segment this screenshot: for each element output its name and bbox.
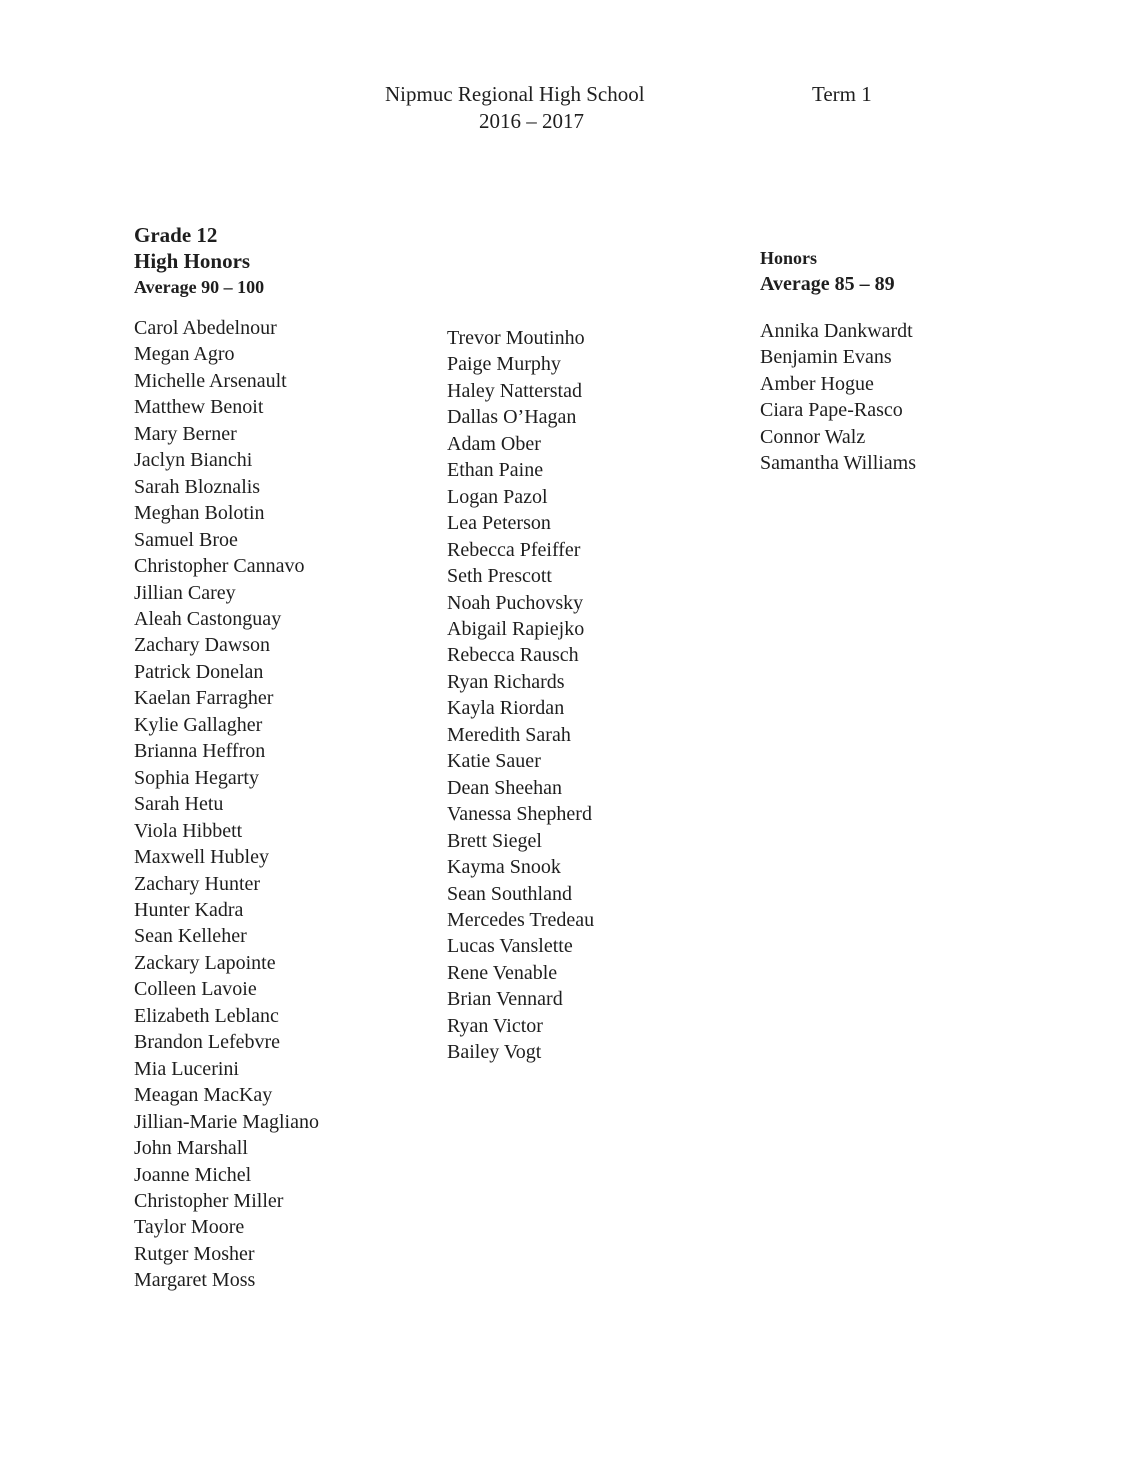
student-name: Benjamin Evans xyxy=(760,346,892,369)
student-name: Taylor Moore xyxy=(134,1216,245,1239)
student-name: Kayma Snook xyxy=(447,856,561,879)
honors-name-list xyxy=(760,318,916,477)
student-name: Mia Lucerini xyxy=(134,1057,239,1080)
grade-heading: Grade 12 xyxy=(134,223,218,247)
student-name: Brandon Lefebvre xyxy=(134,1031,281,1054)
student-name: Carol Abedelnour xyxy=(134,317,277,339)
student-name: Sean Southland xyxy=(447,882,572,905)
student-name: Brett Siegel xyxy=(447,829,542,852)
student-name: Sophia Hegarty xyxy=(134,766,259,789)
student-name: Meagan MacKay xyxy=(134,1084,273,1107)
student-name: Maxwell Hubley xyxy=(134,846,269,869)
student-name: Hunter Kadra xyxy=(134,898,244,921)
student-name: Zackary Lapointe xyxy=(134,951,276,974)
student-name: Noah Puchovsky xyxy=(447,591,584,614)
student-name: Mercedes Tredeau xyxy=(447,908,595,931)
student-name: Elizabeth Leblanc xyxy=(134,1004,279,1027)
term-label: Term 1 xyxy=(812,82,872,106)
student-name: Samantha Williams xyxy=(760,452,917,475)
student-name: Sarah Hetu xyxy=(134,793,224,816)
student-name: Samuel Broe xyxy=(134,528,238,551)
student-name: Ethan Paine xyxy=(447,459,544,482)
student-name: Seth Prescott xyxy=(447,565,552,588)
student-name: Jillian-Marie Magliano xyxy=(134,1110,319,1133)
student-name: Viola Hibbett xyxy=(134,819,243,842)
high-honors-average-range: Average 90 – 100 xyxy=(134,277,265,297)
student-name: Brian Vennard xyxy=(447,988,563,1011)
student-name: Patrick Donelan xyxy=(134,660,264,683)
student-name: Zachary Hunter xyxy=(134,872,261,895)
student-name: Haley Natterstad xyxy=(447,379,582,402)
student-name: Katie Sauer xyxy=(447,750,541,773)
student-name: Zachary Dawson xyxy=(134,634,271,657)
student-name: Amber Hogue xyxy=(760,372,874,395)
student-name: Jillian Carey xyxy=(134,581,236,604)
student-name: Ryan Victor xyxy=(447,1014,543,1037)
student-name: Jaclyn Bianchi xyxy=(134,449,253,472)
student-name: Christopher Cannavo xyxy=(134,555,305,578)
student-name: Dean Sheehan xyxy=(447,776,562,799)
student-name: Kayla Riordan xyxy=(447,697,565,720)
student-name: Meghan Bolotin xyxy=(134,502,265,525)
student-name: Logan Pazol xyxy=(447,485,548,508)
student-name: Colleen Lavoie xyxy=(134,978,257,1001)
student-name: Sean Kelleher xyxy=(134,925,247,948)
school-year: 2016 – 2017 xyxy=(479,109,584,133)
student-name: Michelle Arsenault xyxy=(134,369,287,392)
student-name: Dallas O’Hagan xyxy=(447,406,577,429)
student-name: Meredith Sarah xyxy=(447,723,571,746)
student-name: Ryan Richards xyxy=(447,670,565,693)
student-name: Mary Berner xyxy=(134,422,237,445)
student-name: Trevor Moutinho xyxy=(447,327,585,349)
student-name: Joanne Michel xyxy=(134,1163,252,1186)
student-name: Annika Dankwardt xyxy=(760,320,913,342)
student-name: Megan Agro xyxy=(134,343,235,366)
honors-average-range: Average 85 – 89 xyxy=(760,273,895,295)
student-name: Rene Venable xyxy=(447,961,558,984)
student-name: Vanessa Shepherd xyxy=(447,803,592,826)
student-name: Paige Murphy xyxy=(447,353,561,376)
high-honors-name-list-column-2 xyxy=(447,325,594,1066)
student-name: John Marshall xyxy=(134,1137,248,1160)
student-name: Lea Peterson xyxy=(447,512,551,535)
student-name: Bailey Vogt xyxy=(447,1041,542,1064)
student-name: Connor Walz xyxy=(760,425,866,448)
student-name: Adam Ober xyxy=(447,432,541,455)
student-name: Abigail Rapiejko xyxy=(447,617,585,640)
student-name: Rebecca Rausch xyxy=(447,644,579,667)
student-name: Ciara Pape-Rasco xyxy=(760,399,903,422)
student-name: Rutger Mosher xyxy=(134,1242,255,1265)
student-name: Christopher Miller xyxy=(134,1189,284,1212)
student-name: Sarah Bloznalis xyxy=(134,475,261,498)
school-name: Nipmuc Regional High School xyxy=(385,82,645,106)
student-name: Rebecca Pfeiffer xyxy=(447,538,581,561)
student-name: Margaret Moss xyxy=(134,1269,256,1292)
high-honors-name-list-column-1 xyxy=(134,315,319,1294)
student-name: Brianna Heffron xyxy=(134,740,266,763)
high-honors-heading: High Honors xyxy=(134,249,251,273)
student-name: Aleah Castonguay xyxy=(134,607,282,630)
honors-heading: Honors xyxy=(760,248,818,268)
student-name: Lucas Vanslette xyxy=(447,935,573,958)
student-name: Matthew Benoit xyxy=(134,396,264,419)
student-name: Kaelan Farragher xyxy=(134,687,274,710)
student-name: Kylie Gallagher xyxy=(134,713,263,736)
